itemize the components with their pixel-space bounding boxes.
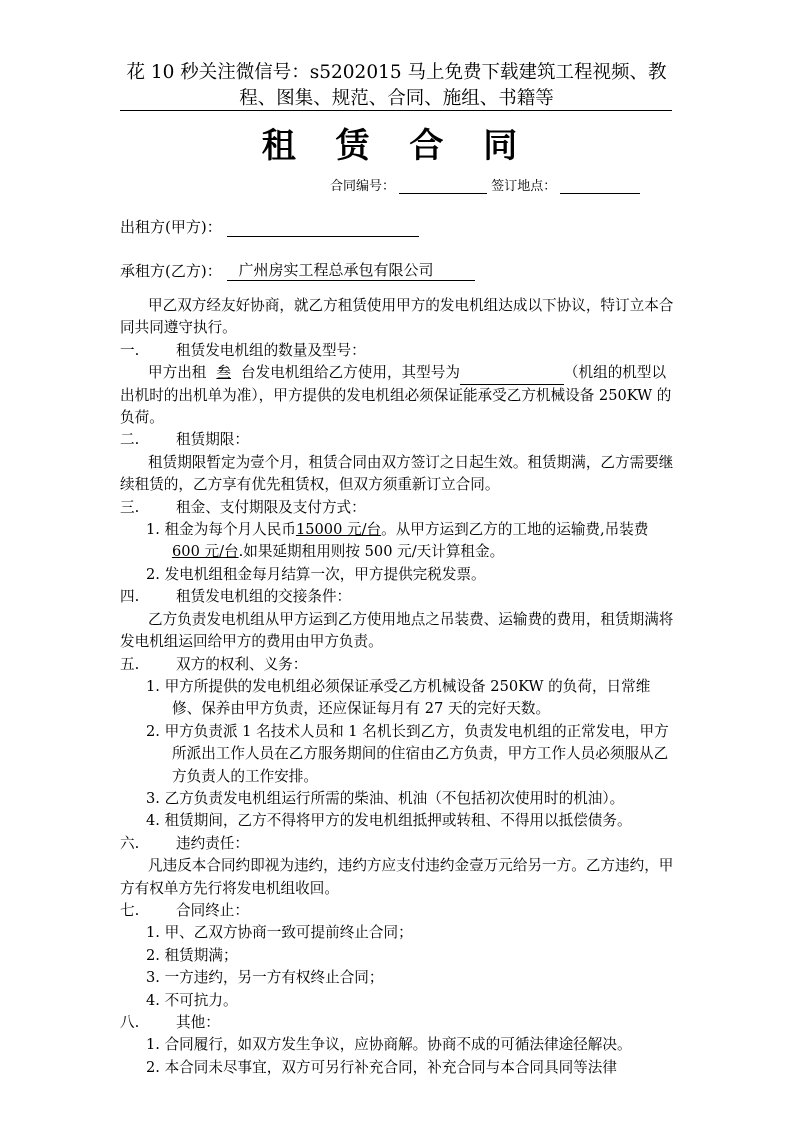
quantity-value: 叁 xyxy=(216,364,231,382)
item-text: 甲、乙双方协商一致可提前终止合同； xyxy=(164,924,413,942)
header-line-1: 花 10 秒关注微信号：s5202015 马上免费下载建筑工程视频、教 xyxy=(126,62,667,83)
lessee-label: 承租方(乙方)： xyxy=(120,262,222,280)
section-number: 二. xyxy=(120,431,140,449)
section-3-item-2 xyxy=(120,564,676,586)
lessee-row xyxy=(120,259,475,281)
item-text: 合同履行，如双方发生争议，应协商解。协商不成的可循法律途径解决。 xyxy=(164,1036,632,1054)
section-7-heading xyxy=(120,900,676,922)
section-number: 七. xyxy=(120,901,140,919)
text-segment: 。从甲方运到乙方的工地的运输费,吊装费 xyxy=(381,521,649,539)
intro-paragraph: 甲乙双方经友好协商，就乙方租赁使用甲方的发电机组达成以下协议，特订立本合同共同遵守执行。 xyxy=(120,297,674,337)
section-number: 四. xyxy=(120,588,140,606)
section-7-item xyxy=(120,967,676,989)
section-number: 五. xyxy=(120,655,140,673)
header-line-2: 程、图集、规范、合同、施组、书籍等 xyxy=(239,88,554,109)
item-text: 一方违约，另一方有权终止合同； xyxy=(164,969,384,987)
section-number: 一. xyxy=(120,341,140,359)
contract-no-field[interactable] xyxy=(399,179,487,194)
text-segment: 租金为每个月人民币 xyxy=(164,521,296,539)
text-segment: 台发电机组给乙方使用，其型号为 xyxy=(241,364,460,382)
contract-meta xyxy=(330,175,640,194)
item-number: 1. xyxy=(146,521,160,539)
section-title: 租赁发电机组的数量及型号： xyxy=(176,341,366,359)
item-number: 1. xyxy=(146,677,160,695)
section-7-item xyxy=(120,990,676,1012)
header-divider xyxy=(120,110,672,111)
section-title: 租金、支付期限及支付方式： xyxy=(176,498,366,516)
rent-value: 15000 元/台 xyxy=(295,521,382,539)
section-number: 六. xyxy=(120,834,140,852)
section-4-paragraph: 乙方负责发电机组从甲方运到乙方使用地点之吊装费、运输费的费用，租赁期满将发电机组运回给甲方的费用由甲方负责。 xyxy=(120,610,674,651)
item-number: 4. xyxy=(146,812,160,830)
section-title: 合同终止： xyxy=(176,901,249,919)
item-text: 发电机组租金每月结算一次，甲方提供完税发票。 xyxy=(164,565,486,583)
contract-body xyxy=(120,295,676,1079)
text-segment: 甲方出租 xyxy=(148,364,207,382)
section-3-heading xyxy=(120,497,676,519)
section-2-heading xyxy=(120,429,676,451)
section-5-item xyxy=(120,788,676,810)
item-number: 1. xyxy=(146,1036,160,1054)
section-4-heading xyxy=(120,586,676,608)
section-title: 租赁发电机组的交接条件： xyxy=(176,588,352,606)
item-number: 2. xyxy=(146,946,160,964)
section-5-heading xyxy=(120,654,676,676)
item-number: 3. xyxy=(146,969,160,987)
document-title: 租 赁 合 同 xyxy=(261,126,532,166)
item-text: 甲方所提供的发电机组必须保证承受乙方机械设备 250KW 的负荷，日常维修、保养由甲方负责，还应保证每月有 27 天的完好天数。 xyxy=(164,677,651,718)
section-title: 租赁期限： xyxy=(176,431,249,449)
item-number: 3. xyxy=(146,789,160,807)
install-fee-value: 600 元/台 xyxy=(172,543,239,561)
item-number: 2. xyxy=(146,1058,160,1076)
section-6-paragraph: 凡违反本合同约即视为违约，违约方应支付违约金壹万元给另一方。乙方违约，甲方有权单方先行将发电机组收回。 xyxy=(120,857,674,897)
item-text: 乙方负责发电机组运行所需的柴油、机油（不包括初次使用时的机油）。 xyxy=(164,789,625,807)
section-number: 八. xyxy=(120,1014,140,1031)
item-text: 不可抗力。 xyxy=(164,991,238,1009)
lessor-label: 出租方(甲方)： xyxy=(120,218,222,236)
text-segment: （机组的机型以出机时的出机单为准），甲方提供的发电机组必须保证能承受乙方机械设备 250KW 的负荷。 xyxy=(120,364,672,427)
model-field[interactable] xyxy=(460,368,564,385)
signing-place-label: 签订地点： xyxy=(491,179,557,194)
signing-place-field[interactable] xyxy=(560,179,640,194)
item-number: 2. xyxy=(146,565,160,583)
section-number: 三. xyxy=(120,498,140,516)
section-title: 违约责任： xyxy=(176,834,249,852)
section-title: 双方的权利、义务： xyxy=(176,655,308,673)
section-5-item xyxy=(120,810,676,832)
lessor-row xyxy=(120,216,419,237)
section-5-item xyxy=(120,676,676,721)
section-8-item xyxy=(120,1057,676,1079)
contract-no-label: 合同编号： xyxy=(330,179,396,194)
item-number: 4. xyxy=(146,991,160,1009)
section-1-heading xyxy=(120,340,676,362)
section-3-item-1 xyxy=(120,519,676,564)
item-text: 租赁期满； xyxy=(164,946,238,964)
item-number: 2. xyxy=(146,722,160,740)
lessee-field[interactable]: 广州房实工程总承包有限公司 xyxy=(227,259,475,281)
item-text: 甲方负责派 1 名技术人员和 1 名机长到乙方，负责发电机组的正常发电，甲方所派出工作人员在乙方服务期间的住宿由乙方负责，甲方工作人员必须服从乙方负责人的工作安排。 xyxy=(164,722,669,785)
lessor-field[interactable] xyxy=(227,218,419,237)
item-number: 1. xyxy=(146,924,160,942)
item-text: 租赁期间，乙方不得将甲方的发电机组抵押或转租、不得用以抵偿债务。 xyxy=(164,812,632,830)
section-5-item xyxy=(120,721,676,788)
item-text: 本合同未尽事宜，双方可另行补充合同，补充合同与本合同具同等法律 xyxy=(164,1058,617,1076)
section-8-item xyxy=(120,1034,676,1056)
section-2-paragraph: 租赁期限暂定为壹个月，租赁合同由双方签订之日起生效。租赁期满，乙方需要继续租赁的，乙方享有优先租赁权，但双方须重新订立合同。 xyxy=(120,453,674,494)
section-7-item xyxy=(120,945,676,967)
section-6-heading xyxy=(120,833,676,855)
section-title: 其他： xyxy=(176,1014,220,1031)
section-8-heading xyxy=(120,1012,676,1034)
text-segment: .如果延期租用则按 500 元/天计算租金。 xyxy=(238,543,505,561)
section-7-item xyxy=(120,922,676,944)
section-1-paragraph xyxy=(120,362,676,429)
